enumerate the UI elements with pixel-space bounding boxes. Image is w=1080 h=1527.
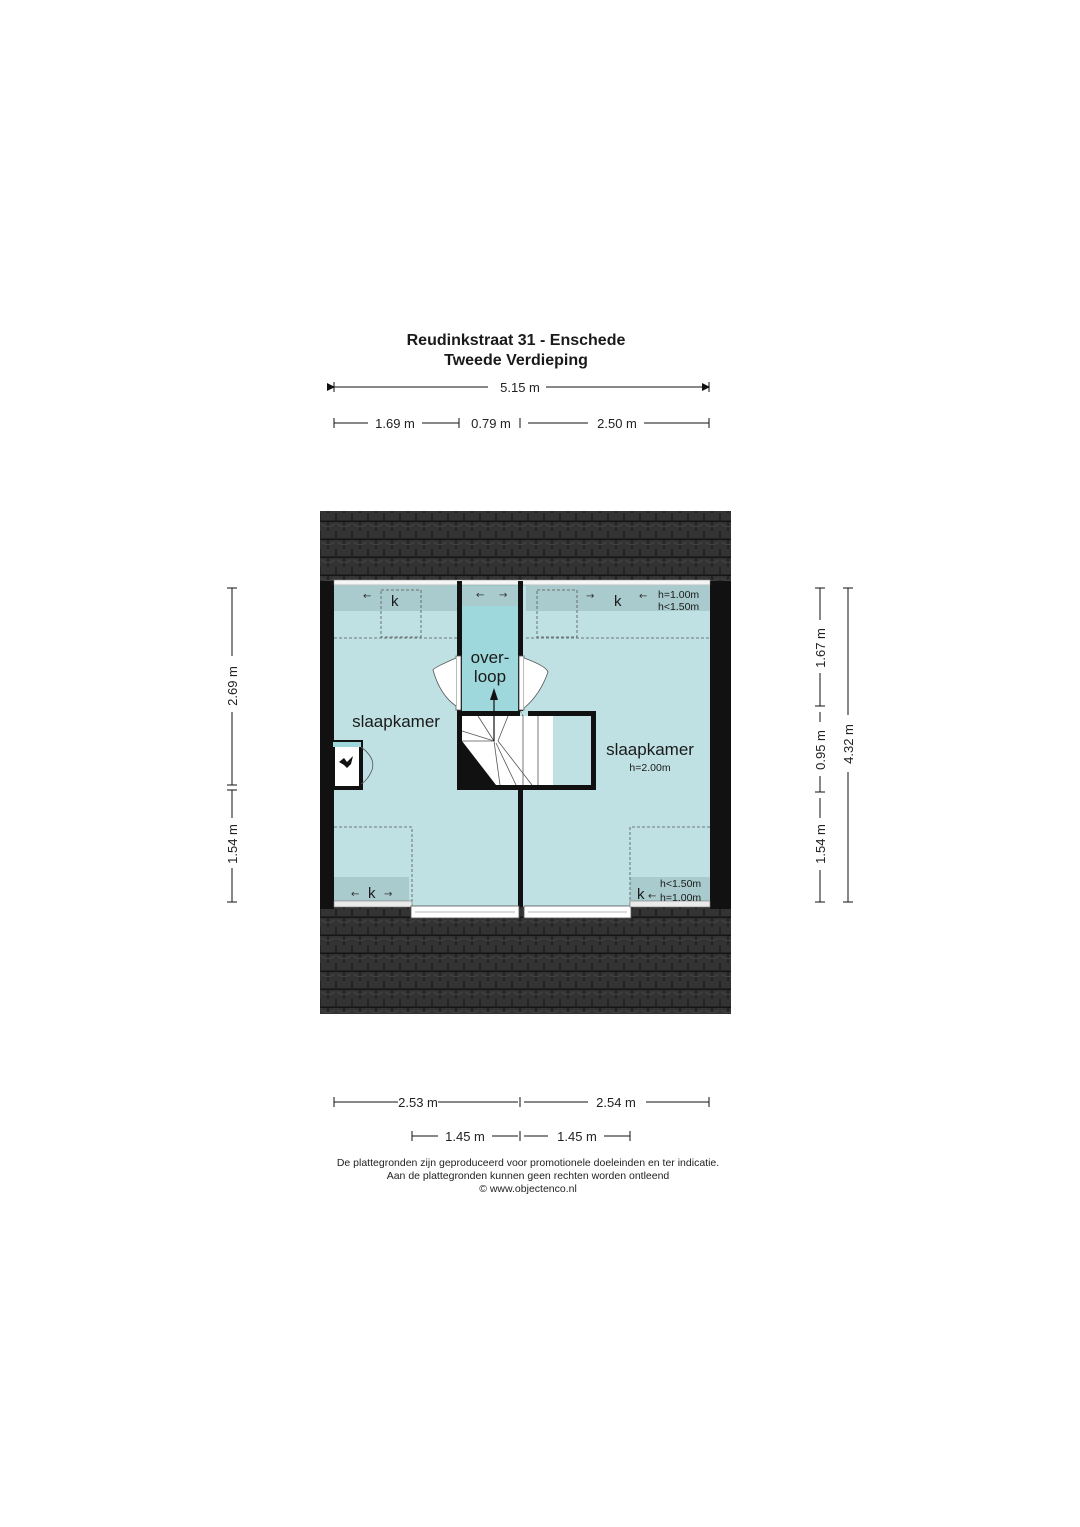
plan-title: Reudinkstraat 31 - Enschede <box>406 332 626 349</box>
knee-wall-arrow-bottom-left-2: → <box>384 889 393 900</box>
room-label-landing-line1: over- <box>470 648 510 667</box>
dim-right-total: 4.32 m <box>841 724 856 764</box>
knee-wall-arrow-bottom-right: ← <box>648 891 657 902</box>
disclaimer-line-1: De plattegronden zijn geproduceerd voor promotionele doeleinden en ter indicatie. <box>336 1157 720 1169</box>
knee-wall-arrow-top-right-2: ← <box>639 591 648 602</box>
knee-wall-marker-bottom-right: k <box>637 886 645 903</box>
roof-top <box>320 511 731 581</box>
dim-bottom-window-left: 1.45 m <box>445 1129 485 1144</box>
dim-bottom-window-right: 1.45 m <box>557 1129 597 1144</box>
dim-left-upper: 2.69 m <box>225 666 240 706</box>
room-label-landing-line2: loop <box>473 667 507 686</box>
height-note-bottom-right-2: h=1.00m <box>660 892 702 904</box>
top-segment-dimensions <box>334 416 709 431</box>
left-dimensions <box>225 588 240 902</box>
dim-right-middle: 0.95 m <box>813 730 828 770</box>
dim-top-c: 2.50 m <box>597 416 637 431</box>
right-dimensions <box>813 588 856 902</box>
dim-bottom-right: 2.54 m <box>596 1095 636 1110</box>
plan-subtitle: Tweede Verdieping <box>444 352 588 369</box>
room-label-bedroom-left: slaapkamer <box>352 712 440 731</box>
dim-right-lower: 1.54 m <box>813 824 828 864</box>
knee-wall-arrow-top-left: ← <box>363 591 372 602</box>
room-label-bedroom-right: slaapkamer <box>606 740 694 759</box>
dim-right-upper: 1.67 m <box>813 628 828 668</box>
dim-top-a: 1.69 m <box>375 416 415 431</box>
bottom-dimensions <box>334 1095 709 1144</box>
knee-wall-marker-top-right: k <box>614 593 622 610</box>
disclaimer-line-2: Aan de plattegronden kunnen geen rechten worden ontleend <box>386 1170 670 1182</box>
dim-left-lower: 1.54 m <box>225 824 240 864</box>
knee-wall-marker-top-left: k <box>391 593 399 610</box>
dim-top-total: 5.15 m <box>500 380 540 395</box>
wall-right <box>710 581 731 909</box>
copyright-line: © www.objectenco.nl <box>479 1183 577 1195</box>
height-note-top-right-1: h=1.00m <box>658 589 700 601</box>
knee-wall-arrow-top-right: → <box>586 591 595 602</box>
room-height-bedroom-right: h=2.00m <box>629 762 671 774</box>
knee-wall-arrow-landing-left: ← <box>476 590 485 601</box>
knee-wall-arrow-landing-right: → <box>499 590 508 601</box>
top-total-dimension <box>334 380 709 395</box>
dim-top-b: 0.79 m <box>471 416 511 431</box>
wall-bedroom-divider <box>518 790 523 907</box>
low-zone-top-middle <box>462 586 518 606</box>
dim-bottom-left: 2.53 m <box>398 1095 438 1110</box>
knee-wall-marker-bottom-left: k <box>368 885 376 902</box>
height-note-top-right-2: h<1.50m <box>658 601 700 613</box>
roof-bottom <box>320 906 731 1014</box>
height-note-bottom-right-1: h<1.50m <box>660 878 702 890</box>
knee-wall-arrow-bottom-left: ← <box>351 889 360 900</box>
